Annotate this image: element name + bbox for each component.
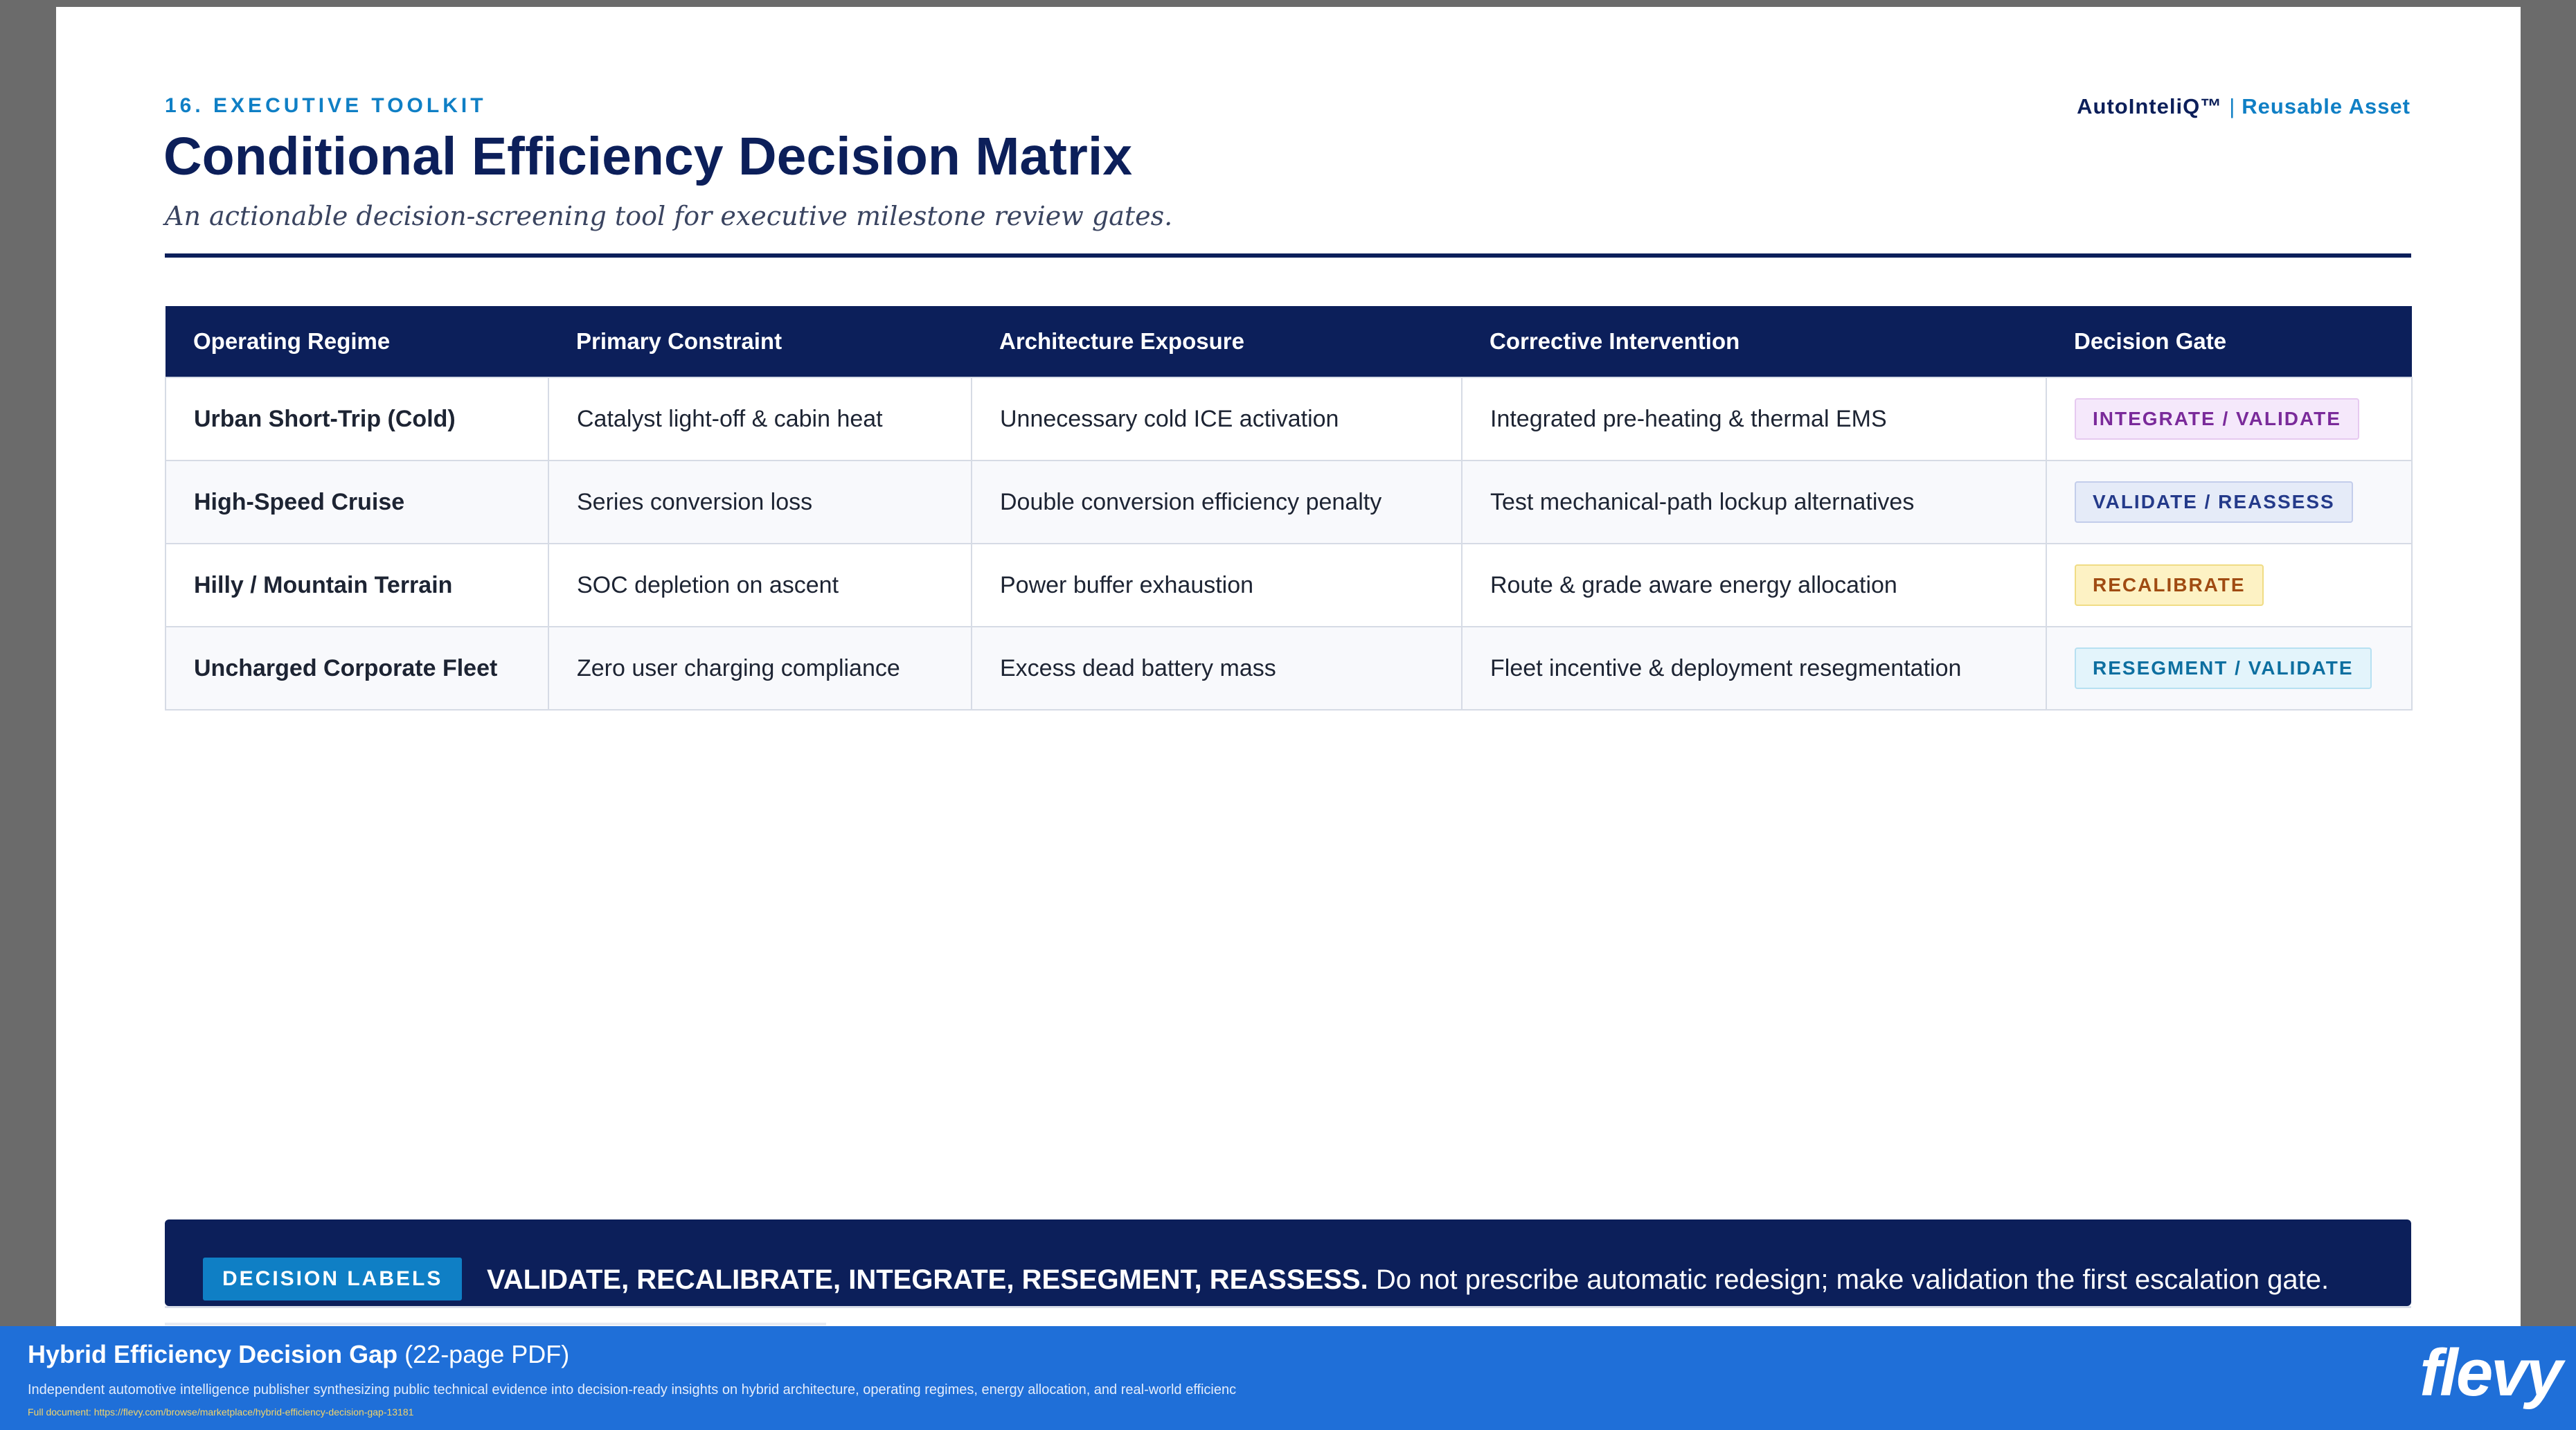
page-subtitle: An actionable decision-screening tool for executive milestone review gates.: [165, 201, 1173, 231]
decision-labels-bar: [165, 1219, 2411, 1306]
architecture-exposure-cell: Excess dead battery mass: [972, 627, 1462, 710]
primary-constraint-cell: SOC depletion on ascent: [548, 544, 972, 627]
primary-constraint-cell: Catalyst light-off & cabin heat: [548, 377, 972, 461]
brand-separator: |: [2229, 94, 2235, 118]
decision-gate-badge: VALIDATE / REASSESS: [2075, 481, 2353, 523]
corrective-intervention-cell: Route & grade aware energy allocation: [1462, 544, 2046, 627]
operating-regime-cell: Uncharged Corporate Fleet: [166, 627, 548, 710]
decision-gate-cell: [2046, 544, 2412, 627]
operating-regime-cell: Hilly / Mountain Terrain: [166, 544, 548, 627]
table-row: [166, 377, 2412, 461]
table-row: [166, 544, 2412, 627]
decision-labels-chip: DECISION LABELS: [203, 1258, 462, 1301]
decision-matrix-table: [165, 306, 2413, 710]
column-header-decision-gate: Decision Gate: [2046, 306, 2412, 377]
architecture-exposure-cell: Double conversion efficiency penalty: [972, 461, 1462, 544]
architecture-exposure-cell: Power buffer exhaustion: [972, 544, 1462, 627]
decision-gate-badge: RECALIBRATE: [2075, 564, 2264, 606]
footer-description: Independent automotive intelligence publisher synthesizing public technical evidence into decision-ready insights on hybrid architecture, operating regimes, energy allocation, and real-world efficienc: [28, 1382, 1237, 1397]
column-header-primary-constraint: Primary Constraint: [548, 306, 972, 377]
footer-document-title: [28, 1340, 569, 1369]
decision-labels-text: [487, 1264, 2329, 1296]
corrective-intervention-cell: Integrated pre-heating & thermal EMS: [1462, 377, 2046, 461]
primary-constraint-cell: Zero user charging compliance: [548, 627, 972, 710]
decision-labels-accent-line: [165, 1323, 826, 1325]
primary-constraint-cell: Series conversion loss: [548, 461, 972, 544]
corrective-intervention-cell: Fleet incentive & deployment resegmentation: [1462, 627, 2046, 710]
decision-labels-divider: [165, 1306, 2411, 1308]
footer-title-meta: (22-page PDF): [397, 1340, 570, 1368]
operating-regime-cell: Urban Short-Trip (Cold): [166, 377, 548, 461]
footer-title-main: Hybrid Efficiency Decision Gap: [28, 1340, 398, 1368]
architecture-exposure-cell: Unnecessary cold ICE activation: [972, 377, 1462, 461]
decision-labels-emphasis: VALIDATE, RECALIBRATE, INTEGRATE, RESEGMENT, REASSESS.: [487, 1264, 1368, 1295]
slide: [56, 7, 2521, 1326]
decision-gate-cell: [2046, 461, 2412, 544]
corrective-intervention-cell: Test mechanical-path lockup alternatives: [1462, 461, 2046, 544]
flevy-logo[interactable]: flevy: [2420, 1336, 2561, 1410]
brand-tag: Reusable Asset: [2242, 94, 2410, 118]
table-header-row: [166, 306, 2412, 377]
section-eyebrow: 16. EXECUTIVE TOOLKIT: [165, 94, 487, 117]
decision-gate-cell: [2046, 377, 2412, 461]
brand-name: AutoInteliQ™: [2077, 94, 2223, 118]
column-header-architecture-exposure: Architecture Exposure: [972, 306, 1462, 377]
footer-document-link[interactable]: Full document: https://flevy.com/browse/marketplace/hybrid-efficiency-decision-gap-13181: [28, 1406, 414, 1418]
document-footer-banner: [0, 1326, 2576, 1430]
operating-regime-cell: High-Speed Cruise: [166, 461, 548, 544]
page-title: Conditional Efficiency Decision Matrix: [163, 127, 1133, 186]
title-divider: [165, 253, 2411, 258]
decision-gate-cell: [2046, 627, 2412, 710]
column-header-corrective-intervention: Corrective Intervention: [1462, 306, 2046, 377]
decision-gate-badge: INTEGRATE / VALIDATE: [2075, 398, 2359, 440]
table-row: [166, 461, 2412, 544]
decision-gate-badge: RESEGMENT / VALIDATE: [2075, 647, 2372, 689]
column-header-operating-regime: Operating Regime: [166, 306, 548, 377]
decision-labels-guidance: Do not prescribe automatic redesign; make validation the first escalation gate.: [1368, 1264, 2329, 1295]
brand-lockup: [2077, 94, 2410, 119]
table-row: [166, 627, 2412, 710]
